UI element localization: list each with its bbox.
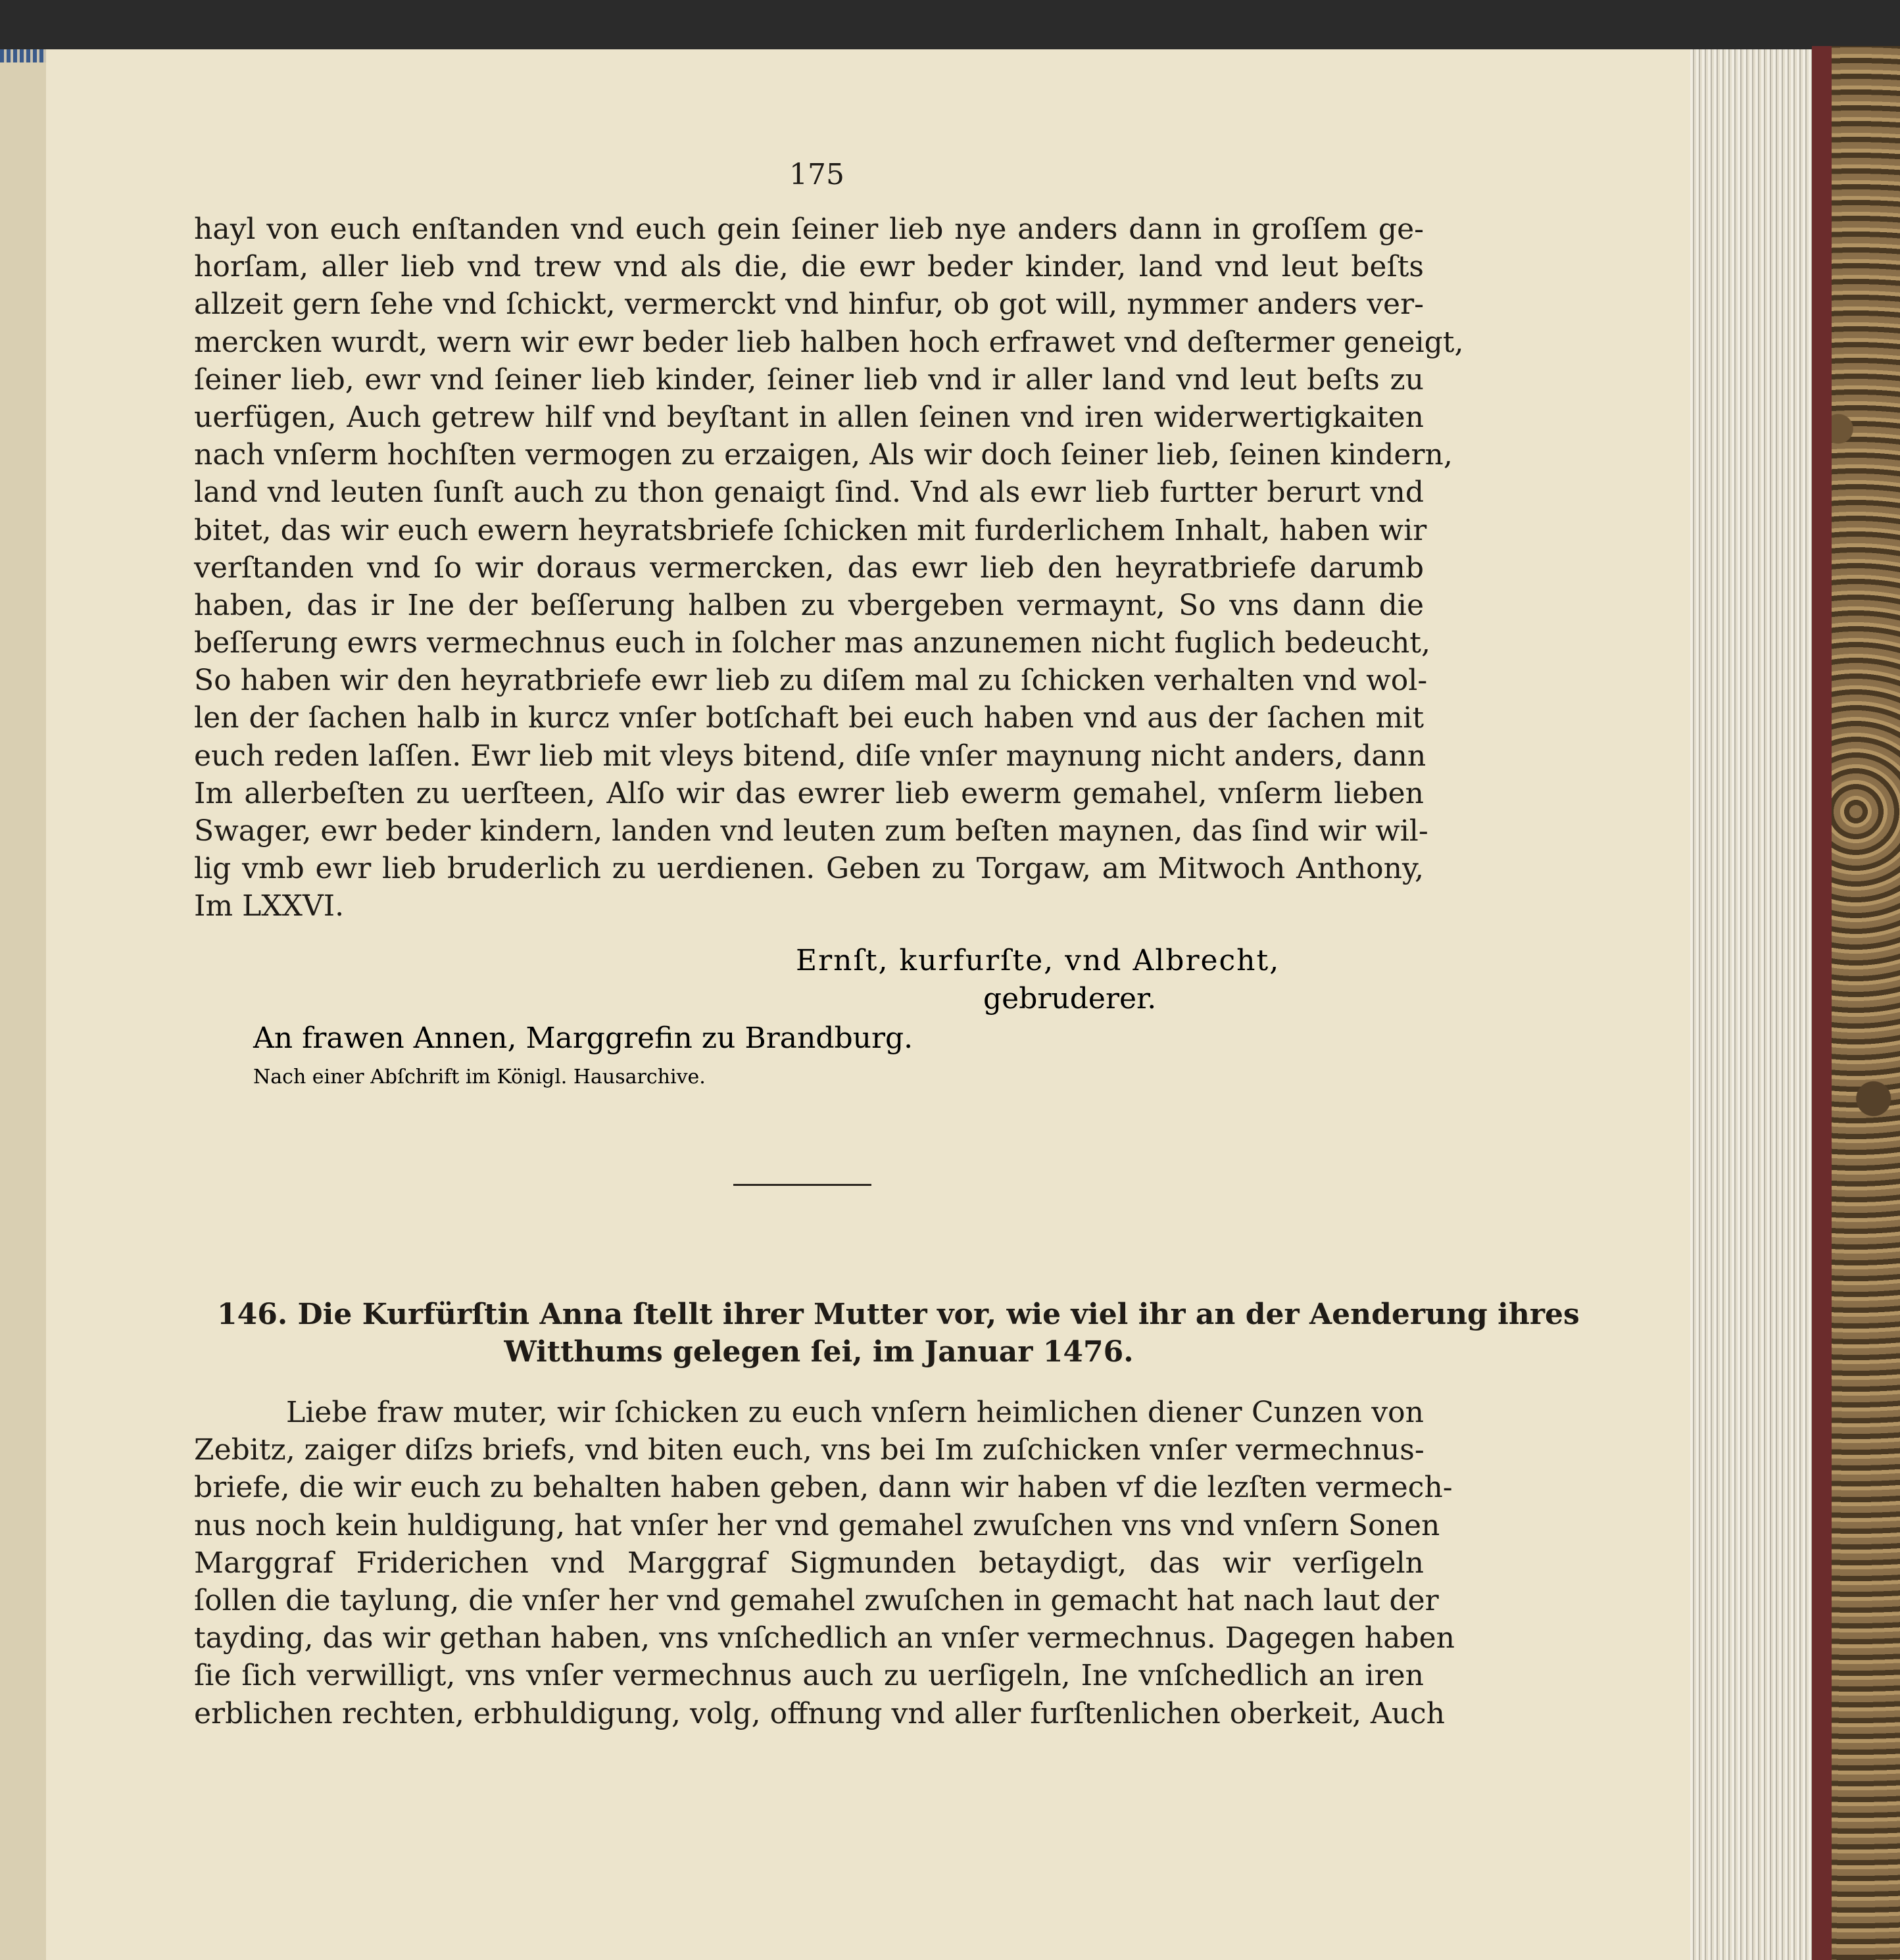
text-line: ſie ſich verwilligt, vns vnſer vermechnus auch zu uerſigeln, Ine vnſchedlich an iren	[194, 1659, 1424, 1693]
heading-line-2: Witthums gelegen ſei, im Januar 1476.	[504, 1335, 1134, 1369]
text-line: Zebitz, zaiger diſzs briefs, vnd biten euch, vns bei Im zuſchicken vnſer vermechnus-	[194, 1433, 1425, 1467]
signature-line-1: Ernſt, kurfurſte, vnd Albrecht,	[796, 944, 1280, 977]
text-line: hayl von euch enſtanden vnd euch gein ſeiner lieb nye anders dann in groſſem ge-	[194, 212, 1424, 246]
text-line: ſeiner lieb, ewr vnd ſeiner lieb kinder, ſeiner lieb vnd ir aller land vnd leut beſts zu	[194, 362, 1424, 397]
text-line: tayding, das wir gethan haben, vns vnſchedlich an vnſer vermechnus. Dagegen haben	[194, 1621, 1455, 1655]
text-line: haben, das ir Ine der beſſerung halben zu vbergeben vermaynt, So vns dann die	[194, 588, 1424, 622]
section-heading	[217, 1296, 1580, 1371]
source-note: Nach einer Abſchrift im Königl. Hausarchive.	[253, 1066, 706, 1089]
text-line: len der ſachen halb in kurcz vnſer botſchaft bei euch haben vnd aus der ſachen mit	[194, 701, 1424, 735]
cover-spine-band	[1812, 46, 1832, 1960]
address-line: An frawen Annen, Marggrefin zu Brandburg.	[253, 1021, 913, 1055]
letter-body	[194, 210, 1464, 925]
text-line: So haben wir den heyratbriefe ewr lieb zu diſem mal zu ſchicken verhalten vnd wol-	[194, 664, 1428, 698]
text-line: lig vmb ewr lieb bruderlich zu uerdienen. Geben zu Torgaw, am Mitwoch Anthony,	[194, 852, 1424, 886]
text-line: Swager, ewr beder kindern, landen vnd leuten zum beſten maynen, das ſind wir wil-	[194, 814, 1428, 848]
text-line: horſam, aller lieb vnd trew vnd als die, die ewr beder kinder, land vnd leut beſts	[194, 250, 1424, 284]
text-line: allzeit gern ſehe vnd ſchickt, vermerckt vnd hinfur, ob got will, nymmer anders ver-	[194, 287, 1424, 322]
text-line: euch reden laſſen. Ewr lieb mit vleys bitend, diſe vnſer maynung nicht anders, dann	[194, 739, 1426, 773]
text-line: verſtanden vnd ſo wir doraus vermercken, das ewr lieb den heyratbriefe darumb	[194, 551, 1424, 585]
text-line: land vnd leuten ſunſt auch zu thon genaigt ſind. Vnd als ewr lieb furtter berurt vnd	[194, 476, 1424, 510]
section-divider	[733, 1184, 871, 1186]
text-line: ſollen die taylung, die vnſer her vnd gemahel zwuſchen in gemacht hat nach laut der	[194, 1583, 1439, 1617]
text-line: Im LXXVI.	[194, 889, 345, 923]
text-line: beſſerung ewrs vermechnus euch in ſolcher mas anzunemen nicht fuglich bedeucht,	[194, 626, 1430, 660]
text-line: uerfügen, Auch getrew hilf vnd beyſtant in allen ſeinen vnd iren widerwertigkaiten	[194, 400, 1424, 434]
text-line: bitet, das wir euch ewern heyratsbriefe ſchicken mit furderlichem Inhalt, haben wir	[194, 513, 1427, 547]
scan-background	[0, 0, 1900, 49]
facing-page-edge	[0, 49, 48, 1960]
page-number: 175	[789, 158, 844, 191]
page-edges	[1690, 49, 1812, 1960]
text-line: erblichen rechten, erbhuldigung, volg, offnung vnd aller furſtenlichen oberkeit, Auch	[194, 1696, 1446, 1730]
text-line: Im allerbeſten zu uerſteen, Alſo wir das ewrer lieb ewerm gemahel, vnſerm lieben	[194, 776, 1424, 810]
text-line: mercken wurdt, wern wir ewr beder lieb halben hoch erfrawet vnd deſtermer geneigt,	[194, 325, 1464, 359]
text-line: Marggraf Friderichen vnd Marggraf Sigmunden betaydigt, das wir verſigeln	[194, 1546, 1424, 1580]
signature-line-2: gebruderer.	[983, 982, 1157, 1016]
letter-body-2	[194, 1394, 1455, 1732]
text-line: nach vnſerm hochſten vermogen zu erzaigen, Als wir doch ſeiner lieb, ſeinen kindern,	[194, 438, 1453, 472]
heading-line-1: 146. Die Kurfürſtin Anna ſtellt ihrer Mutter vor, wie viel ihr an der Aenderung ihres	[217, 1298, 1580, 1331]
text-line: briefe, die wir euch zu behalten haben geben, dann wir haben vf die lezſten vermech-	[194, 1471, 1453, 1505]
text-line: Liebe fraw muter, wir ſchicken zu euch vnſern heimlichen diener Cunzen von	[286, 1396, 1424, 1429]
text-line: nus noch kein huldigung, hat vnſer her vnd gemahel zwuſchen vns vnd vnſern Sonen	[194, 1508, 1440, 1542]
